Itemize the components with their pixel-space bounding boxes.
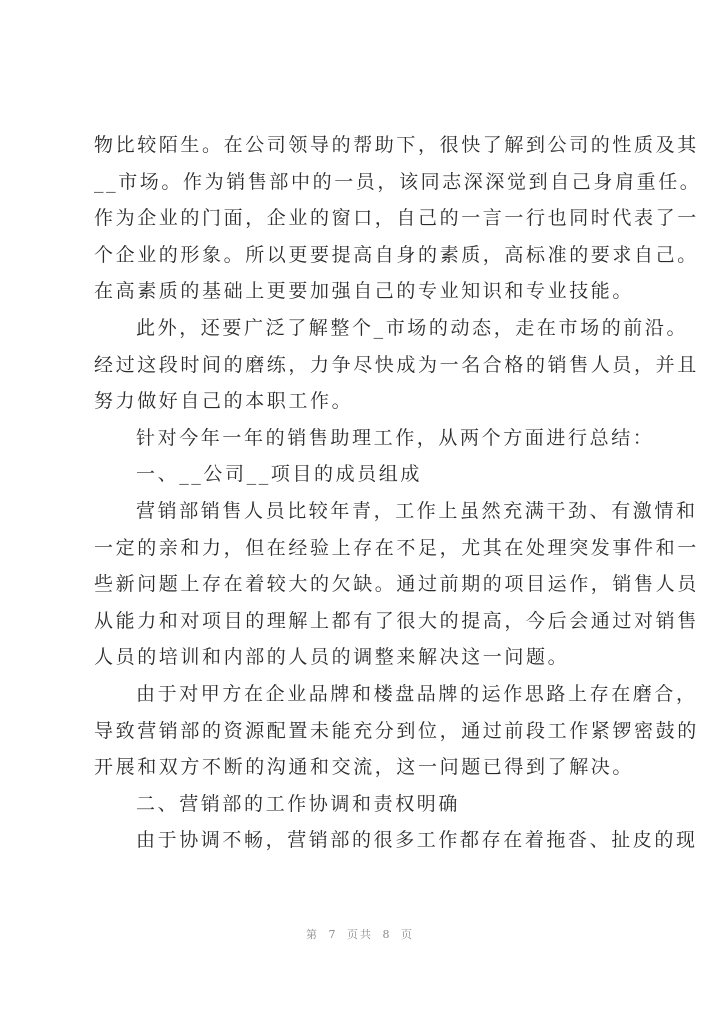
page-prefix: 第 (306, 928, 319, 941)
paragraph-start-line: 由于协调不畅，营销部的很多工作都存在着拖沓、扯皮的现 (136, 829, 698, 852)
section-heading: 一、__公司__项目的成员组成 (136, 463, 423, 486)
document-body (94, 127, 702, 859)
text-line: 作为企业的门面，企业的窗口，自己的一言一行也同时代表了一 (94, 207, 699, 230)
text-line: 努力做好自己的本职工作。 (94, 390, 354, 413)
paragraph-start-line: 此外，还要广泛了解整个_市场的动态，走在市场的前沿。 (136, 316, 689, 339)
text-line: __市场。作为销售部中的一员，该同志深深觉到自己身肩重任。 (94, 170, 702, 193)
page-footer (0, 926, 720, 942)
text-line: 物比较陌生。在公司领导的帮助下，很快了解到公司的性质及其 (94, 134, 699, 156)
page-suffix: 页 (401, 928, 414, 941)
text-line: 些新问题上存在着较大的欠缺。通过前期的项目运作，销售人员 (94, 573, 699, 596)
total-pages-number: 8 (382, 928, 392, 941)
paragraph-start-line: 针对今年一年的销售助理工作，从两个方面进行总结： (136, 426, 655, 449)
text-line: 人员的培训和内部的人员的调整来解决这一问题。 (94, 646, 570, 669)
text-line: 从能力和对项目的理解上都有了很大的提高，今后会通过对销售 (94, 609, 699, 632)
text-line: 一定的亲和力，但在经验上存在不足，尤其在处理突发事件和一 (94, 536, 699, 559)
text-line: 导致营销部的资源配置未能充分到位，通过前段工作紧锣密鼓的 (94, 719, 699, 742)
text-line: 在高素质的基础上更要加强自己的专业知识和专业技能。 (94, 280, 635, 303)
text-line: 个企业的形象。所以更要提高自身的素质，高标准的要求自己。 (94, 243, 699, 266)
paragraph-start-line: 由于对甲方在企业品牌和楼盘品牌的运作思路上存在磨合， (136, 682, 698, 705)
text-line: 经过这段时间的磨练，力争尽快成为一名合格的销售人员，并且 (94, 353, 699, 376)
current-page-number: 7 (328, 928, 338, 941)
paragraph-start-line: 营销部销售人员比较年青，工作上虽然充满干劲、有激情和 (136, 499, 698, 522)
page-separator: 页共 (347, 928, 373, 941)
text-line: 开展和双方不断的沟通和交流，这一问题已得到了解决。 (94, 756, 635, 779)
section-heading: 二、营销部的工作协调和责权明确 (136, 792, 461, 815)
